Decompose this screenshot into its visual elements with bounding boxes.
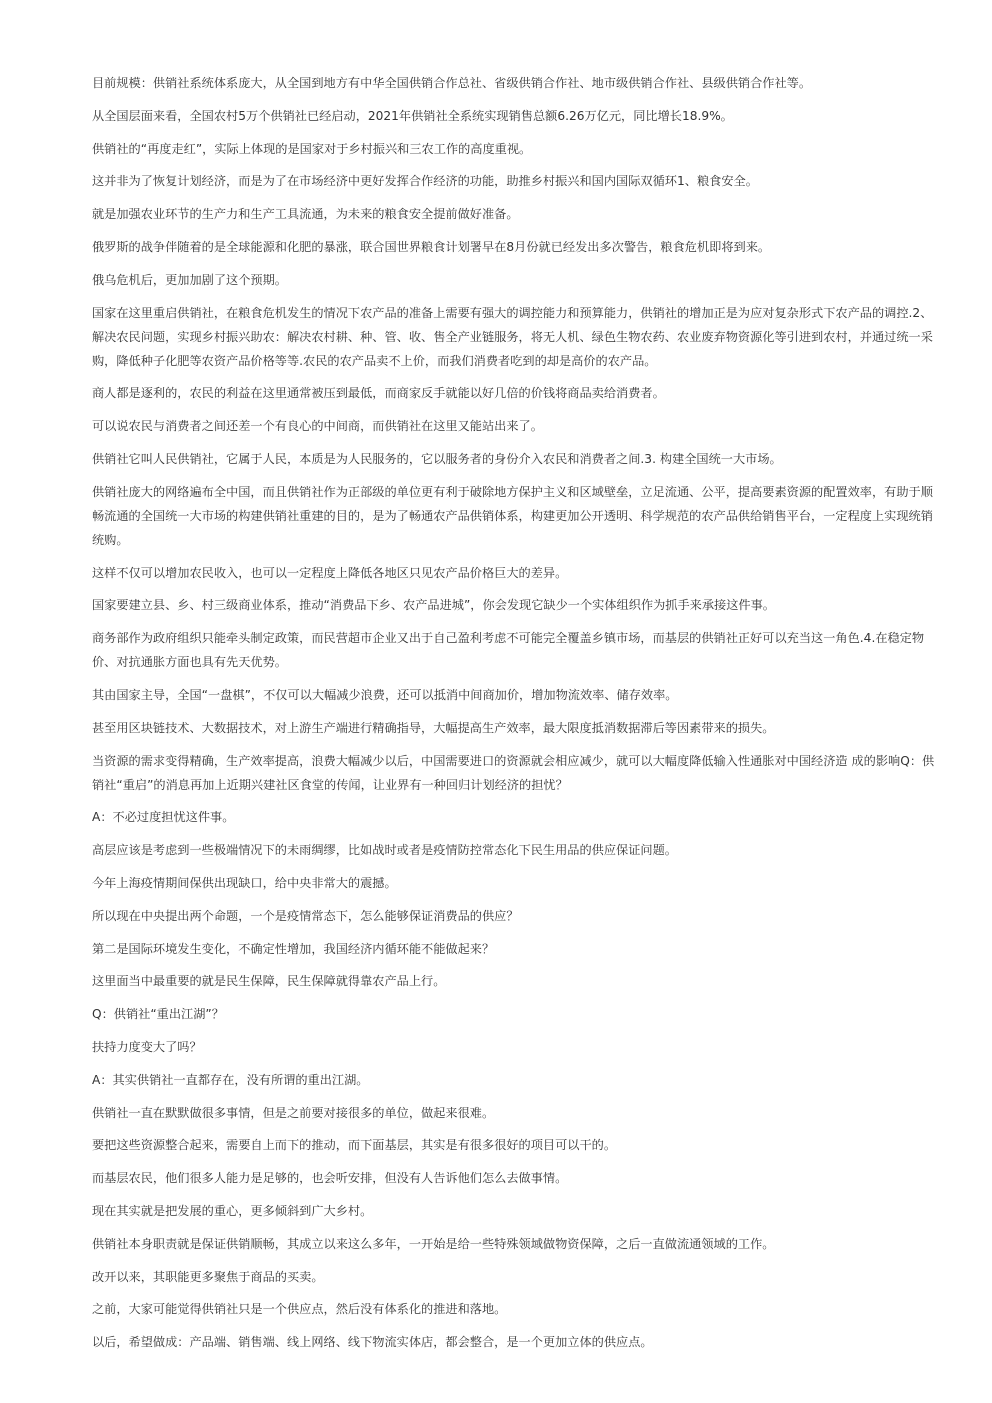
paragraph: 供销社庞大的网络遍布全中国，而且供销社作为正部级的单位更有利于破除地方保护主义和区域壁垒，立足流通、公平，提高要素资源的配置效率，有助于顺畅流通的全国统一大市场的构建供销社重建的目的，是为了畅通农产品供销体系，构建更加公开透明、科学规范的农产品供给销售平台，一定程度上实现统销统购。 [92, 484, 933, 547]
paragraph: 之前，大家可能觉得供销社只是一个供应点，然后没有体系化的推进和落地。 [92, 1302, 507, 1317]
paragraph: 以后，希望做成：产品端、销售端、线上网络、线下物流实体店，都会整合，是一个更加立体的供应点。 [92, 1335, 653, 1350]
paragraph: 甚至用区块链技术、大数据技术，对上游生产端进行精确指导，大幅提高生产效率，最大限度抵消数据滞后等因素带来的损失。 [92, 720, 775, 735]
paragraph: 供销社一直在默默做很多事情，但是之前要对接很多的单位，做起来很难。 [92, 1105, 495, 1120]
paragraph: 现在其实就是把发展的重心，更多倾斜到广大乡村。 [92, 1203, 373, 1218]
paragraph: 当资源的需求变得精确，生产效率提高，浪费大幅减少以后，中国需要进口的资源就会相应减少，就可以大幅度降低输入性通胀对中国经济造 成的影响Q：供销社“重启”的消息再加上近期兴建社区食堂的传闻，让业界有一种回归计划经济的担忧？ [92, 753, 935, 792]
paragraph: 俄乌危机后，更加加剧了这个预期。 [92, 272, 287, 287]
paragraph: 第二是国际环境发生变化，不确定性增加，我国经济内循环能不能做起来？ [92, 941, 495, 956]
paragraph: 商务部作为政府组织只能牵头制定政策，而民营超市企业又出于自己盈利考虑不可能完全覆盖乡镇市场，而基层的供销社正好可以充当这一角色.4.在稳定物价、对抗通胀方面也具有先天优势。 [92, 631, 925, 670]
paragraph: 供销社的“再度走红”，实际上体现的是国家对于乡村振兴和三农工作的高度重视。 [92, 141, 532, 156]
paragraph: A：其实供销社一直都存在，没有所谓的重出江湖。 [92, 1072, 369, 1087]
paragraph: A：不必过度担忧这件事。 [92, 810, 235, 825]
paragraph: 目前规模：供销社系统体系庞大，从全国到地方有中华全国供销合作总社、省级供销合作社、地市级供销合作社、县级供销合作社等。 [92, 76, 812, 90]
paragraph: 这样不仅可以增加农民收入，也可以一定程度上降低各地区只见农产品价格巨大的差异。 [92, 565, 568, 580]
paragraph: 供销社它叫人民供销社，它属于人民，本质是为人民服务的，它以服务者的身份介入农民和消费者之间.3. 构建全国统一大市场。 [92, 451, 782, 466]
paragraph: 这里面当中最重要的就是民生保障，民生保障就得靠农产品上行。 [92, 974, 446, 989]
paragraph: 改开以来，其职能更多聚焦于商品的买卖。 [92, 1269, 324, 1284]
paragraph: 就是加强农业环节的生产力和生产工具流通，为未来的粮食安全提前做好准备。 [92, 207, 519, 222]
paragraph: 可以说农民与消费者之间还差一个有良心的中间商，而供销社在这里又能站出来了。 [92, 419, 543, 434]
paragraph: 国家在这里重启供销社，在粮食危机发生的情况下农产品的准备上需要有强大的调控能力和预算能力，供销社的增加正是为应对复杂形式下农产品的调控.2、解决农民问题，实现乡村振兴助农：解决农村耕、种、管、收、售全产业链服务，将无人机、绿色生物农药、农业废弃物资源化等引进到农村，并通过统一采购，降低种子化肥等农资产品价格等等.农民的农产品卖不上价，而我们消费者吃到的却是高价的农产品。 [92, 305, 933, 368]
paragraph: 俄罗斯的战争伴随着的是全球能源和化肥的暴涨，联合国世界粮食计划署早在8月份就已经发出多次警告，粮食危机即将到来。 [92, 239, 771, 254]
paragraph: 要把这些资源整合起来，需要自上而下的推动，而下面基层，其实是有很多很好的项目可以干的。 [92, 1138, 617, 1153]
paragraph: 所以现在中央提出两个命题，一个是疫情常态下，怎么能够保证消费品的供应？ [92, 908, 519, 923]
paragraph: 今年上海疫情期间保供出现缺口，给中央非常大的震撼。 [92, 875, 397, 890]
paragraph: 扶持力度变大了吗？ [92, 1039, 202, 1054]
paragraph: 供销社本身职责就是保证供销顺畅，其成立以来这么多年，一开始是给一些特殊领域做物资保障，之后一直做流通领域的工作。 [92, 1236, 775, 1251]
paragraph: 国家要建立县、乡、村三级商业体系，推动“消费品下乡、农产品进城”，你会发现它缺少一个实体组织作为抓手来承接这件事。 [92, 598, 775, 613]
paragraph: 高层应该是考虑到一些极端情况下的未雨绸缪，比如战时或者是疫情防控常态化下民生用品的供应保证问题。 [92, 843, 677, 858]
paragraph: Q：供销社“重出江湖”？ [92, 1007, 224, 1022]
paragraph: 商人都是逐利的，农民的利益在这里通常被压到最低，而商家反手就能以好几倍的价钱将商品卖给消费者。 [92, 386, 665, 401]
paragraph: 其由国家主导，全国“一盘棋”，不仅可以大幅减少浪费，还可以抵消中间商加价，增加物流效率、储存效率。 [92, 687, 678, 702]
paragraph: 而基层农民，他们很多人能力是足够的，也会听安排，但没有人告诉他们怎么去做事情。 [92, 1171, 568, 1186]
paragraph: 从全国层面来看，全国农村5万个供销社已经启动，2021年供销社全系统实现销售总额6.26万亿元，同比增长18.9%。 [92, 108, 733, 123]
paragraph: 这并非为了恢复计划经济，而是为了在市场经济中更好发挥合作经济的功能，助推乡村振兴和国内国际双循环1、粮食安全。 [92, 174, 758, 189]
document-body [92, 71, 944, 1363]
